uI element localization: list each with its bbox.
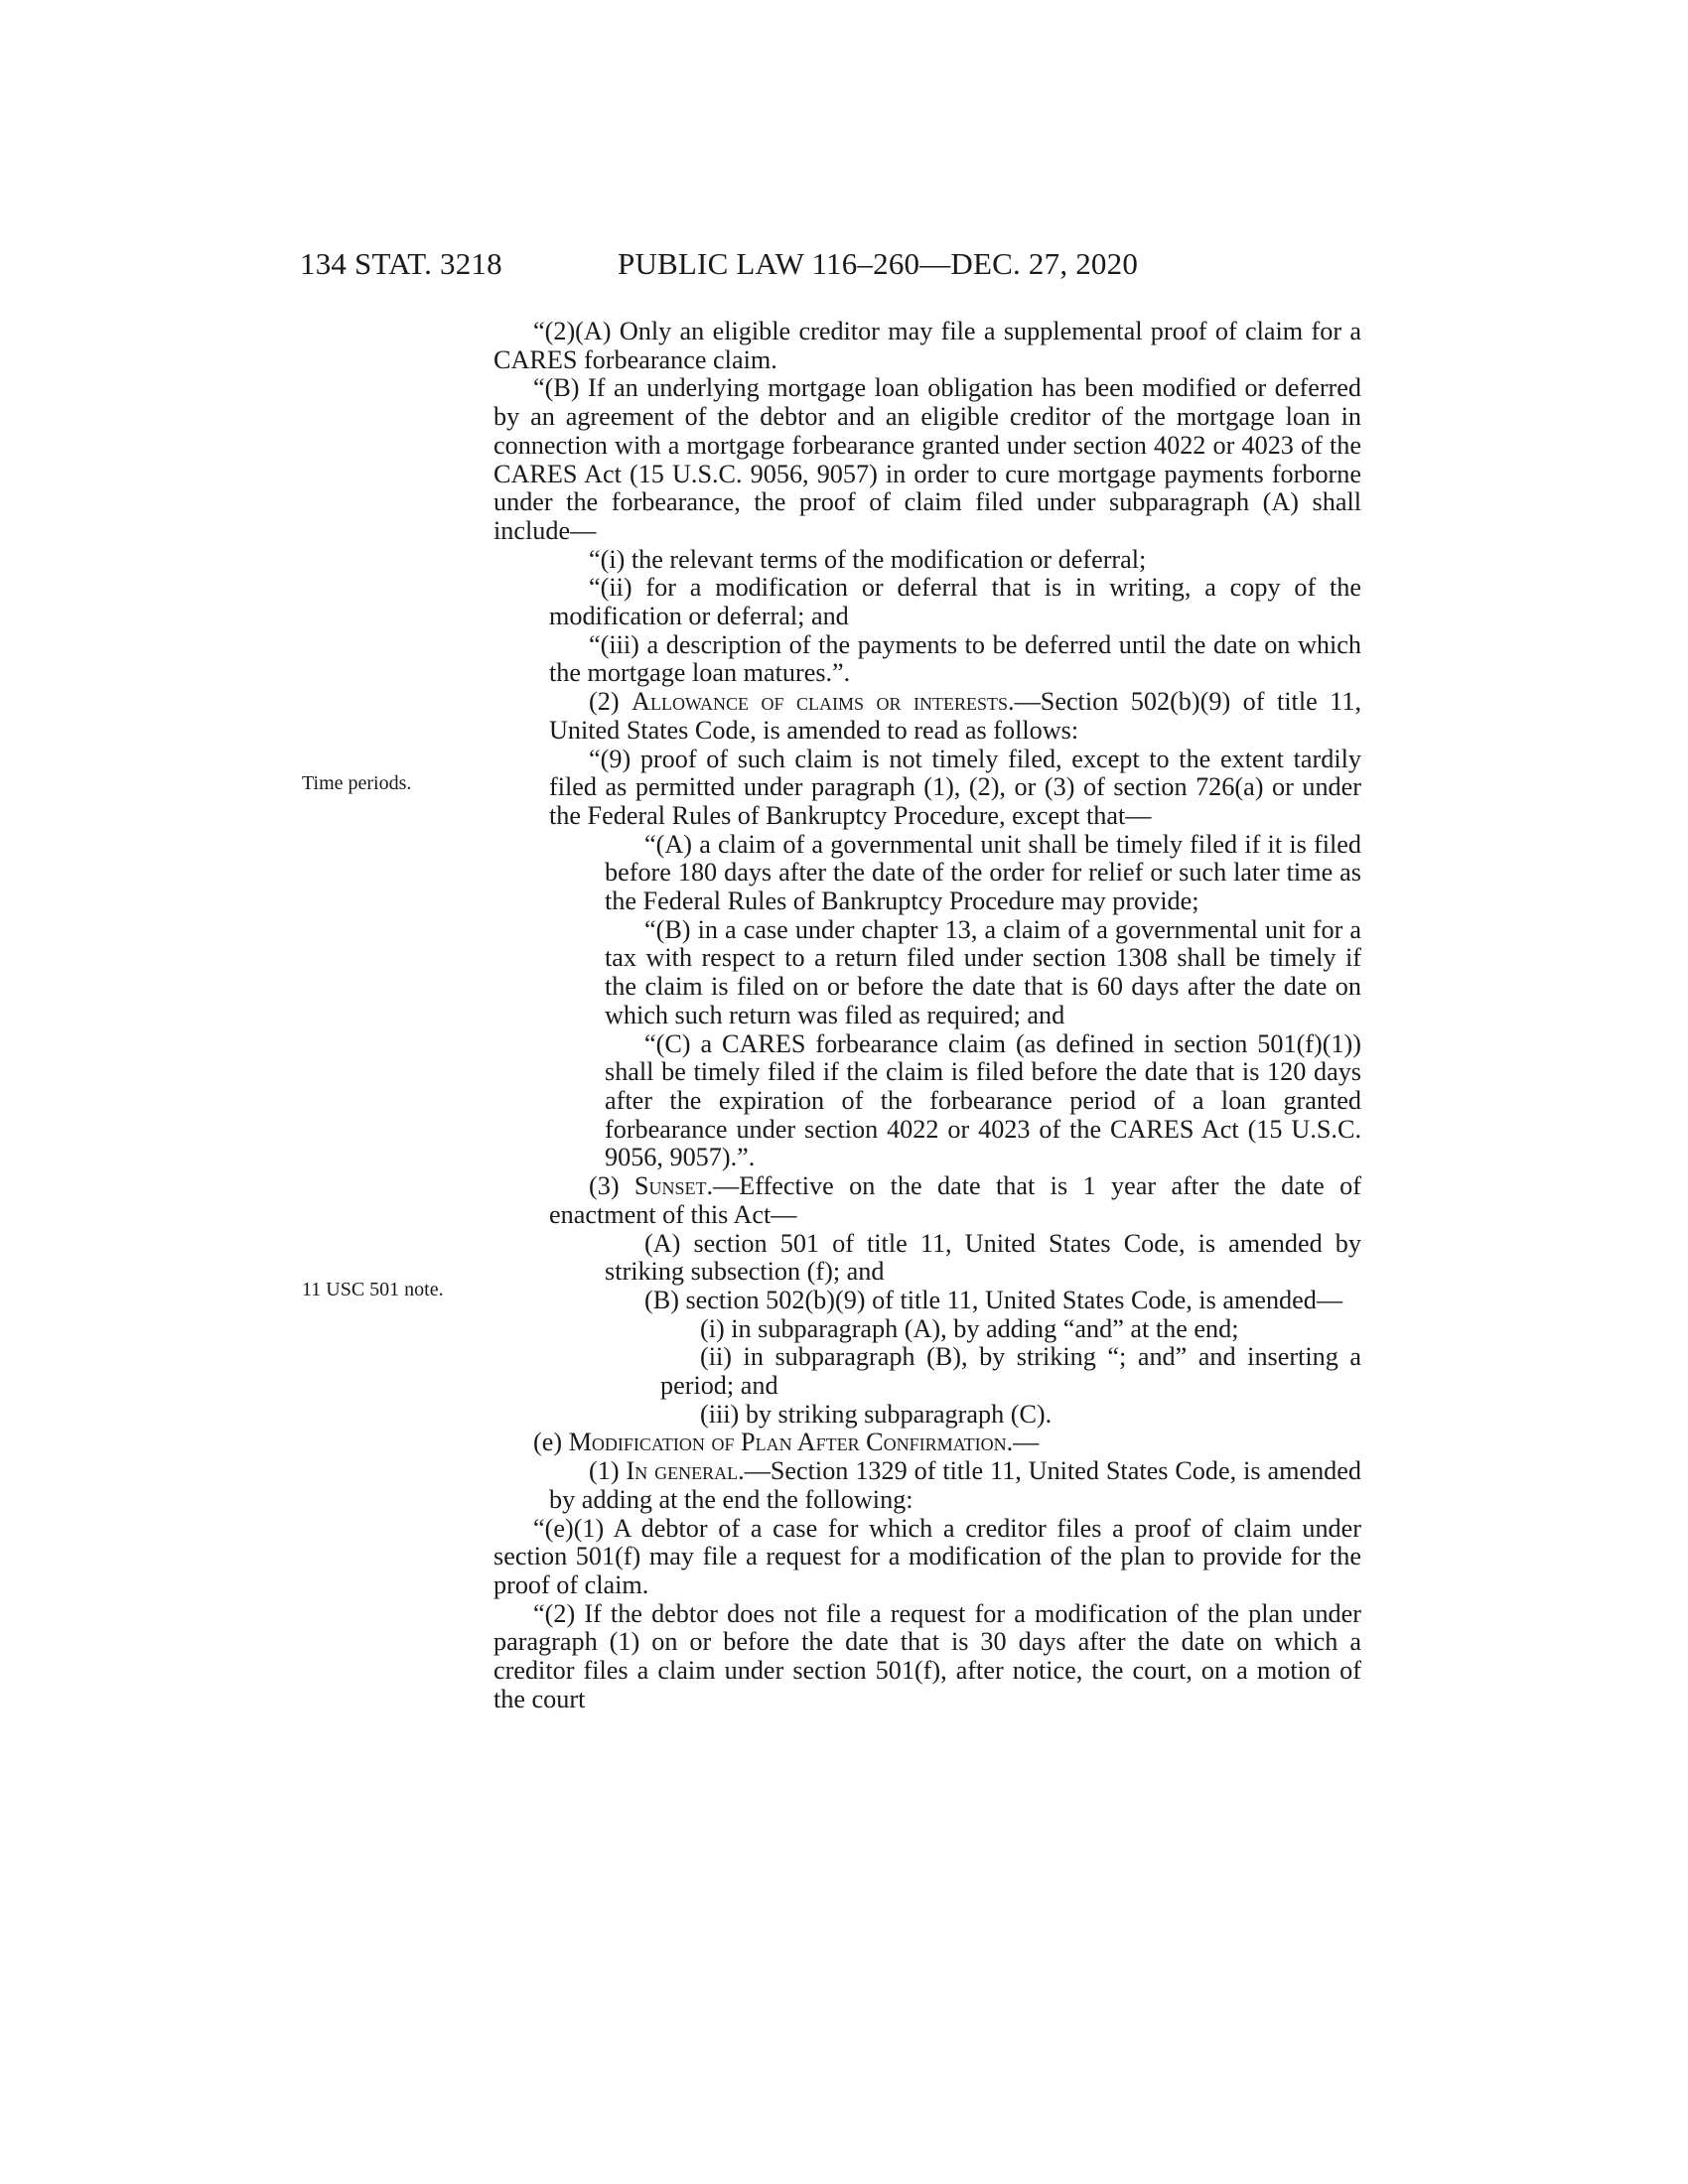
- allowance-number: (2): [589, 687, 633, 717]
- paragraph-9: “(9) proof of such claim is not timely filed, except to the extent tardily filed as permitted under paragraph (1), (2), or (3) of section 726(a) or under the Federal Rules of Bankruptcy Procedure, except that—: [549, 744, 1361, 830]
- sunset-b-ii: (ii) in subparagraph (B), by striking “; and” and inserting a period; and: [660, 1342, 1361, 1401]
- paragraph-sunset: [493, 1172, 1361, 1229]
- clause-i: “(i) the relevant terms of the modification or deferral;: [589, 544, 1147, 574]
- general-text: —Section 1329 of title 11, United States Code, is amended by adding at the end the following:: [549, 1456, 1361, 1514]
- sunset-b-i: (i) in subparagraph (A), by adding “and” at the end;: [700, 1313, 1239, 1343]
- paragraph-in-general: [493, 1457, 1361, 1514]
- modification-heading: Modification of Plan After Confirmation.: [568, 1428, 1014, 1457]
- sunset-a: (A) section 501 of title 11, United States Code, is amended by striking subsection (f); and: [605, 1228, 1361, 1287]
- sunset-heading: Sunset.: [633, 1171, 714, 1201]
- general-number: (1): [589, 1456, 627, 1486]
- paragraph-2a: “(2)(A) Only an eligible creditor may file a supplemental proof of claim for a CARES forbearance claim.: [493, 317, 1361, 374]
- modification-number: (e): [533, 1428, 569, 1457]
- sunset-number: (3): [589, 1171, 634, 1201]
- document-body: [493, 318, 1361, 1713]
- allowance-text: —Section 502(b)(9) of title 11, United States Code, is amended to read as follows:: [549, 687, 1361, 745]
- sunset-text: —Effective on the date that is 1 year after the date of enactment of this Act—: [549, 1171, 1361, 1229]
- paragraph-2b: “(B) If an underlying mortgage loan obligation has been modified or deferred by an agreement of the debtor and an eligible creditor of the mortgage loan in connection with a mortgage forbearance granted under section 4022 or 4023 of the CARES Act (15 U.S.C. 9056, 9057) in order to cure mortgage payments forborne under the forbearance, the proof of claim filed under subparagraph (A) shall include—: [493, 373, 1361, 545]
- modification-dash: —: [1013, 1428, 1040, 1457]
- page-header: [300, 246, 1213, 286]
- margin-note-usc-note: 11 USC 501 note.: [302, 1279, 444, 1300]
- paragraph-allowance-of-claims: [493, 688, 1361, 745]
- clause-ii: “(ii) for a modification or deferral that is in writing, a copy of the modification or deferral; and: [549, 573, 1361, 631]
- subparagraph-b: “(B) in a case under chapter 13, a claim of a governmental unit for a tax with respect to a return filed under section 1308 shall be timely if the claim is filed on or before the date that is 60 days after the date on which such return was filed as required; and: [605, 914, 1361, 1029]
- subparagraph-a: “(A) a claim of a governmental unit shall be timely filed if it is filed before 180 days after the date of the order for relief or such later time as the Federal Rules of Bankruptcy Procedure may provide;: [605, 829, 1361, 916]
- clause-iii: “(iii) a description of the payments to be deferred until the date on which the mortgage loan matures.”.: [549, 629, 1361, 688]
- paragraph-e1: “(e)(1) A debtor of a case for which a creditor files a proof of claim under section 501(f) may file a request for a modification of the plan to provide for the proof of claim.: [493, 1513, 1361, 1599]
- sunset-b: (B) section 502(b)(9) of title 11, United States Code, is amended—: [644, 1285, 1343, 1314]
- general-heading: In general.: [626, 1456, 745, 1486]
- statute-page-number: 134 STAT. 3218: [300, 246, 502, 281]
- public-law-citation: PUBLIC LAW 116–260—DEC. 27, 2020: [618, 246, 1139, 281]
- allowance-heading: Allowance of claims or interests.: [632, 687, 1015, 717]
- sunset-b-iii: (iii) by striking subparagraph (C).: [700, 1399, 1053, 1429]
- margin-note-time-periods: Time periods.: [302, 772, 412, 794]
- paragraph-e2: “(2) If the debtor does not file a request for a modification of the plan under paragraph (1) on or before the date that is 30 days after the date on which a creditor files a claim under section 501(f), after notice, the court, on a motion of the court: [493, 1598, 1361, 1713]
- subparagraph-c: “(C) a CARES forbearance claim (as defined in section 501(f)(1)) shall be timely filed if the claim is filed before the date that is 120 days after the expiration of the forbearance period of a loan granted forbearance under section 4022 or 4023 of the CARES Act (15 U.S.C. 9056, 9057).”.: [605, 1028, 1361, 1172]
- subsection-e-heading: [493, 1429, 1361, 1457]
